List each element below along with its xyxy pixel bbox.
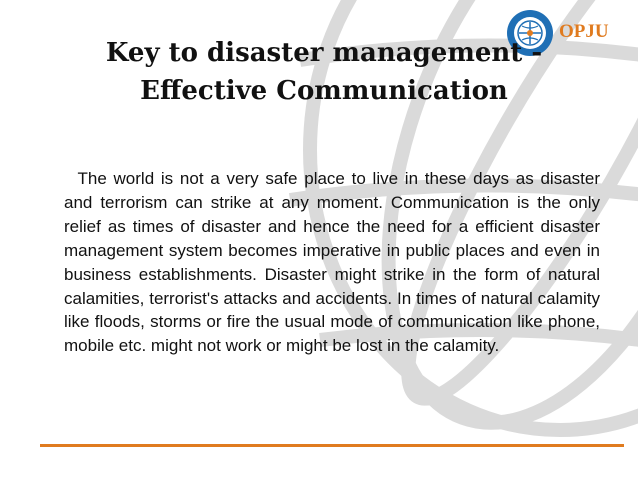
logo-wordmark: OPJU	[559, 21, 609, 42]
body-paragraph: The world is not a very safe place to live in these days as disaster and terrorism can strike at any moment. Communication is the only relief as times of disaster and hence the need for a efficient disaster management system becomes imperative in public places and even in business establishments. Disaster might strike in the form of natural calamities, terrorist's attacks and accidents. In times of natural calamity like floods, storms or fire the usual mode of communication like phone, mobile etc. might not work or might be lost in the calamity.	[64, 169, 600, 356]
footer-divider	[40, 444, 624, 447]
slide-title	[60, 34, 588, 110]
title-line-2: Effective Communication	[140, 76, 508, 106]
title-line-1: Key to disaster management -	[105, 38, 543, 68]
